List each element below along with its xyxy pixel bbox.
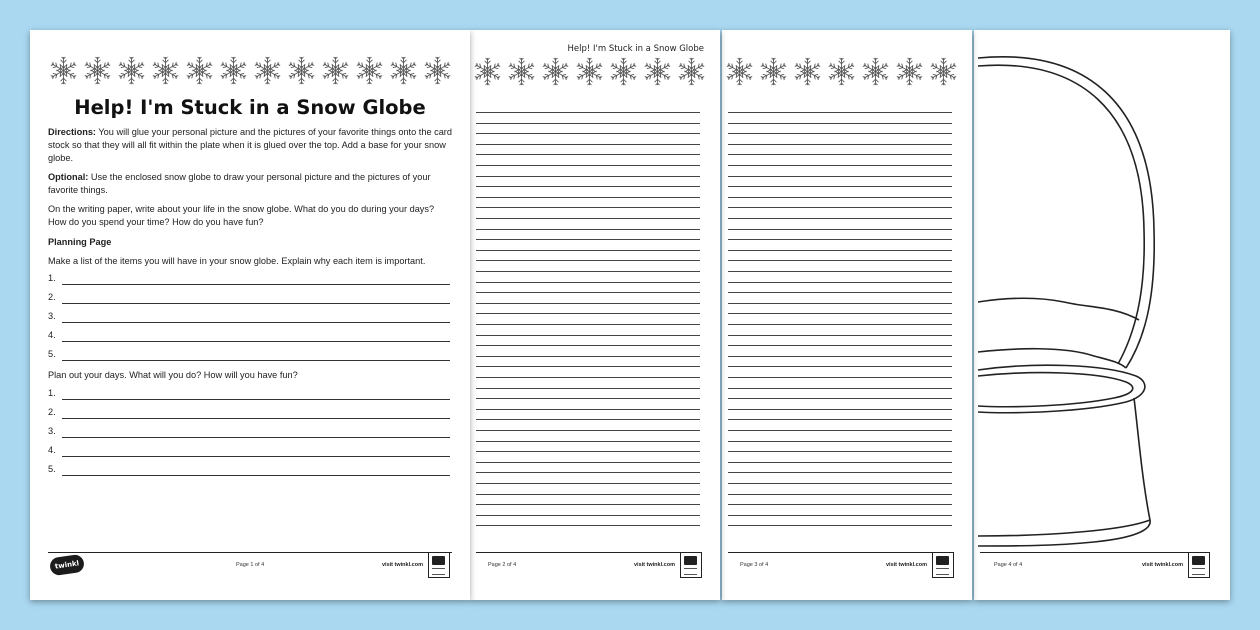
writing-line	[728, 218, 952, 219]
writing-line	[476, 409, 700, 410]
writing-line	[728, 472, 952, 473]
writing-line	[476, 472, 700, 473]
footer-rule	[48, 552, 452, 553]
list-line-5[interactable]	[48, 349, 450, 361]
answer-line	[62, 360, 450, 361]
writing-line	[728, 409, 952, 410]
snowflake-icon	[48, 55, 79, 86]
snowflake-icon	[286, 55, 317, 86]
writing-line	[728, 112, 952, 113]
line-number: 5.	[48, 464, 56, 474]
writing-line	[476, 207, 700, 208]
writing-line	[476, 186, 700, 187]
writing-line	[728, 133, 952, 134]
writing-line	[728, 197, 952, 198]
writing-line	[476, 462, 700, 463]
visit-link[interactable]: visit twinkl.com	[382, 562, 423, 568]
days-prompt: Plan out your days. What will you do? How will you have fun?	[48, 370, 298, 380]
writing-line	[728, 504, 952, 505]
snowflake-icon	[928, 56, 959, 87]
snowflake-icon	[354, 55, 385, 86]
answer-line	[62, 303, 450, 304]
writing-line	[728, 419, 952, 420]
snowflake-border	[724, 56, 959, 87]
days-line-2[interactable]	[48, 407, 450, 419]
line-number: 1.	[48, 273, 56, 283]
quality-badge-icon	[1188, 552, 1210, 578]
list-line-4[interactable]	[48, 330, 450, 342]
snowflake-icon	[792, 56, 823, 87]
writing-prompt: On the writing paper, write about your life in the snow globe. What do you do during your days? How do you spend your time? How do you have fun?	[48, 204, 435, 227]
snowflake-icon	[642, 56, 673, 87]
page-number: Page 4 of 4	[994, 562, 1023, 568]
snowflake-icon	[184, 55, 215, 86]
writing-line	[476, 388, 700, 389]
writing-line	[476, 144, 700, 145]
writing-line	[728, 483, 952, 484]
optional-text: Use the enclosed snow globe to draw your personal picture and the pictures of your favorite things.	[48, 172, 431, 195]
writing-line	[728, 144, 952, 145]
writing-line	[728, 398, 952, 399]
snowflake-icon	[82, 55, 113, 86]
page-number: Page 2 of 4	[488, 562, 517, 568]
snowflake-border	[472, 56, 707, 87]
writing-line	[728, 462, 952, 463]
writing-line	[476, 165, 700, 166]
writing-line	[476, 377, 700, 378]
answer-line	[62, 437, 450, 438]
days-line-4[interactable]	[48, 445, 450, 457]
footer-rule	[476, 552, 700, 553]
writing-line	[728, 345, 952, 346]
snowflake-icon	[608, 56, 639, 87]
writing-line	[476, 123, 700, 124]
snowflake-icon	[472, 56, 503, 87]
writing-line	[476, 229, 700, 230]
writing-line	[728, 303, 952, 304]
snowflake-border	[48, 55, 453, 86]
snowflake-icon	[540, 56, 571, 87]
line-number: 4.	[48, 330, 56, 340]
answer-line	[62, 341, 450, 342]
twinkl-logo: twinkl	[49, 554, 85, 577]
snowflake-icon	[388, 55, 419, 86]
writing-line	[476, 239, 700, 240]
writing-line	[728, 260, 952, 261]
writing-line	[476, 197, 700, 198]
line-number: 1.	[48, 388, 56, 398]
writing-line	[476, 356, 700, 357]
writing-line	[476, 504, 700, 505]
writing-line	[728, 207, 952, 208]
writing-line	[476, 366, 700, 367]
answer-line	[62, 284, 450, 285]
writing-line	[728, 356, 952, 357]
days-line-1[interactable]	[48, 388, 450, 400]
writing-line	[476, 451, 700, 452]
writing-line	[476, 441, 700, 442]
answer-line	[62, 456, 450, 457]
writing-line	[476, 292, 700, 293]
writing-line	[476, 494, 700, 495]
writing-line	[728, 324, 952, 325]
writing-line	[728, 176, 952, 177]
writing-line	[728, 451, 952, 452]
writing-line	[476, 313, 700, 314]
quality-badge-icon	[428, 552, 450, 578]
list-line-2[interactable]	[48, 292, 450, 304]
writing-line	[476, 250, 700, 251]
writing-line	[476, 525, 700, 526]
page-number: Page 1 of 4	[236, 562, 265, 568]
answer-line	[62, 475, 450, 476]
page-number: Page 3 of 4	[740, 562, 769, 568]
list-prompt: Make a list of the items you will have in your snow globe. Explain why each item is important.	[48, 256, 426, 266]
writing-line	[476, 430, 700, 431]
line-number: 4.	[48, 445, 56, 455]
answer-line	[62, 418, 450, 419]
snowflake-icon	[826, 56, 857, 87]
snowflake-icon	[116, 55, 147, 86]
snowflake-icon	[676, 56, 707, 87]
writing-line	[476, 335, 700, 336]
writing-line	[728, 165, 952, 166]
writing-line	[728, 282, 952, 283]
answer-line	[62, 322, 450, 323]
line-number: 3.	[48, 426, 56, 436]
visit-link[interactable]: visit twinkl.com	[886, 562, 927, 568]
writing-line	[476, 154, 700, 155]
writing-line	[476, 483, 700, 484]
footer-rule	[980, 552, 1210, 553]
writing-line	[728, 377, 952, 378]
writing-line	[476, 112, 700, 113]
writing-line	[728, 335, 952, 336]
writing-line	[728, 250, 952, 251]
optional-label: Optional:	[48, 172, 89, 182]
writing-line	[728, 515, 952, 516]
writing-line	[476, 218, 700, 219]
planning-heading: Planning Page	[48, 237, 112, 247]
writing-line	[728, 239, 952, 240]
line-number: 3.	[48, 311, 56, 321]
writing-line	[476, 303, 700, 304]
writing-line	[728, 271, 952, 272]
directions-paragraph	[48, 126, 452, 165]
snowflake-icon	[320, 55, 351, 86]
answer-line	[62, 399, 450, 400]
snowflake-icon	[150, 55, 181, 86]
writing-line	[476, 515, 700, 516]
list-line-3[interactable]	[48, 311, 450, 323]
writing-line	[728, 441, 952, 442]
writing-line	[728, 430, 952, 431]
visit-link[interactable]: visit twinkl.com	[1142, 562, 1183, 568]
line-number: 2.	[48, 407, 56, 417]
snowflake-icon	[758, 56, 789, 87]
writing-page-3	[722, 30, 972, 600]
snowflake-icon	[894, 56, 925, 87]
writing-line	[476, 345, 700, 346]
days-line-5[interactable]	[48, 464, 450, 476]
writing-line	[476, 133, 700, 134]
writing-line	[728, 366, 952, 367]
writing-line	[728, 292, 952, 293]
list-line-1[interactable]	[48, 273, 450, 285]
writing-line	[476, 271, 700, 272]
footer-rule	[728, 552, 952, 553]
writing-line	[476, 398, 700, 399]
writing-line	[728, 186, 952, 187]
snowflake-icon	[574, 56, 605, 87]
optional-paragraph	[48, 171, 452, 197]
worksheet-page-1	[30, 30, 470, 600]
writing-line	[476, 260, 700, 261]
writing-line	[476, 324, 700, 325]
writing-line	[728, 494, 952, 495]
snowflake-icon	[218, 55, 249, 86]
writing-line	[728, 123, 952, 124]
snowflake-icon	[422, 55, 453, 86]
directions-text: You will glue your personal picture and the pictures of your favorite things onto the card stock so that they will all fit within the plate when it is glued over the top. Add a base for your snow globe.	[48, 127, 452, 163]
quality-badge-icon	[680, 552, 702, 578]
worksheet-title: Help! I'm Stuck in a Snow Globe	[74, 96, 426, 119]
snowflake-icon	[252, 55, 283, 86]
snowflake-icon	[506, 56, 537, 87]
line-number: 5.	[48, 349, 56, 359]
directions-label: Directions:	[48, 127, 96, 137]
line-number: 2.	[48, 292, 56, 302]
quality-badge-icon	[932, 552, 954, 578]
writing-line	[728, 229, 952, 230]
visit-link[interactable]: visit twinkl.com	[634, 562, 675, 568]
writing-line	[728, 313, 952, 314]
writing-line	[476, 419, 700, 420]
snow-globe-page-4	[974, 30, 1230, 600]
snowflake-icon	[860, 56, 891, 87]
writing-line	[728, 154, 952, 155]
writing-page-2	[470, 30, 720, 600]
writing-line	[476, 282, 700, 283]
writing-line	[728, 388, 952, 389]
writing-line	[728, 525, 952, 526]
days-line-3[interactable]	[48, 426, 450, 438]
snow-globe-outline	[974, 30, 1230, 560]
running-header: Help! I'm Stuck in a Snow Globe	[567, 44, 704, 54]
snowflake-icon	[724, 56, 755, 87]
writing-line	[476, 176, 700, 177]
